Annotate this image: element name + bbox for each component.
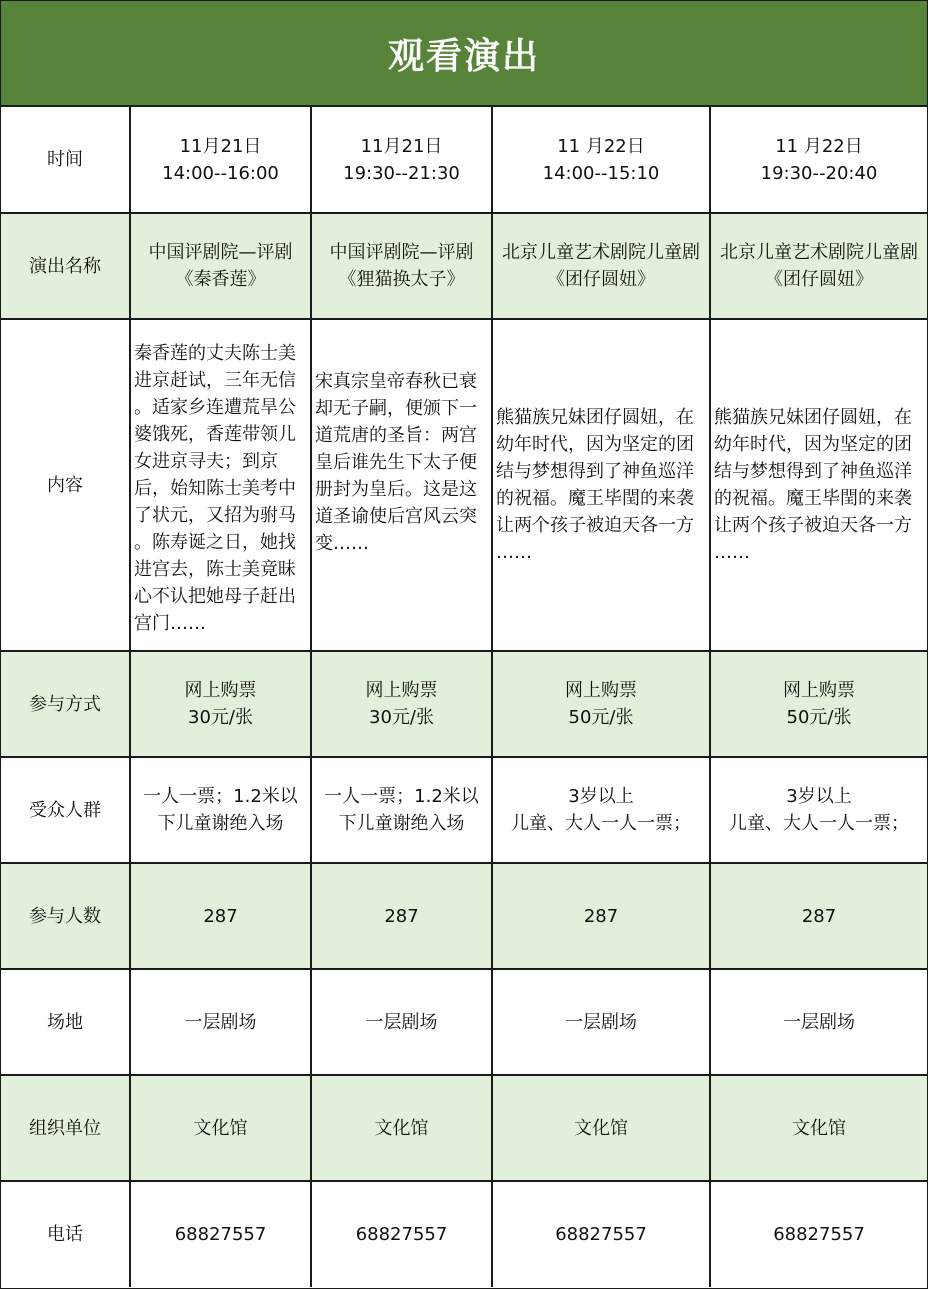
phone-cell: 68827557 — [710, 1181, 927, 1287]
row-time — [1, 107, 927, 213]
venue-cell: 一层剧场 — [130, 969, 311, 1075]
time-cell: 11 月22日 19:30--20:40 — [710, 107, 927, 213]
row-label-content: 内容 — [1, 319, 130, 651]
participants-cell: 287 — [311, 863, 492, 969]
phone-cell: 68827557 — [492, 1181, 710, 1287]
show-name-cell: 中国评剧院—评剧 《秦香莲》 — [130, 213, 311, 319]
row-phone — [1, 1181, 927, 1287]
method-cell: 网上购票 50元/张 — [710, 651, 927, 757]
time-cell: 11 月22日 14:00--15:10 — [492, 107, 710, 213]
audience-cell: 3岁以上 儿童、大人一人一票； — [710, 757, 927, 863]
show-name-cell: 北京儿童艺术剧院儿童剧 《团仔圆妞》 — [710, 213, 927, 319]
venue-cell: 一层剧场 — [492, 969, 710, 1075]
row-method — [1, 651, 927, 757]
row-label-audience: 受众人群 — [1, 757, 130, 863]
row-label-venue: 场地 — [1, 969, 130, 1075]
venue-cell: 一层剧场 — [311, 969, 492, 1075]
organizer-cell: 文化馆 — [311, 1075, 492, 1181]
row-label-method: 参与方式 — [1, 651, 130, 757]
row-label-show-name: 演出名称 — [1, 213, 130, 319]
row-show-name — [1, 213, 927, 319]
row-participants — [1, 863, 927, 969]
time-cell: 11月21日 14:00--16:00 — [130, 107, 311, 213]
row-label-time: 时间 — [1, 107, 130, 213]
row-label-organizer: 组织单位 — [1, 1075, 130, 1181]
participants-cell: 287 — [130, 863, 311, 969]
page-title: 观看演出 — [387, 35, 540, 77]
participants-cell: 287 — [492, 863, 710, 969]
method-cell: 网上购票 30元/张 — [311, 651, 492, 757]
time-cell: 11月21日 19:30--21:30 — [311, 107, 492, 213]
audience-cell: 3岁以上 儿童、大人一人一票； — [492, 757, 710, 863]
venue-cell: 一层剧场 — [710, 969, 927, 1075]
row-audience — [1, 757, 927, 863]
content-cell: 宋真宗皇帝春秋已衰 却无子嗣，便颁下一 道荒唐的圣旨：两宫 皇后谁先生下太子便 册封为皇后。这是这 道圣谕使后宫风云突 变…… — [311, 319, 492, 651]
row-label-phone: 电话 — [1, 1181, 130, 1287]
row-label-participants: 参与人数 — [1, 863, 130, 969]
content-cell: 熊猫族兄妹团仔圆妞，在 幼年时代，因为坚定的团 结与梦想得到了神鱼巡洋 的祝福。魔王毕閏的来袭 让两个孩子被迫天各一方 …… — [492, 319, 710, 651]
phone-cell: 68827557 — [130, 1181, 311, 1287]
audience-cell: 一人一票；1.2米以 下儿童谢绝入场 — [311, 757, 492, 863]
organizer-cell: 文化馆 — [710, 1075, 927, 1181]
show-name-cell: 北京儿童艺术剧院儿童剧 《团仔圆妞》 — [492, 213, 710, 319]
phone-cell: 68827557 — [311, 1181, 492, 1287]
audience-cell: 一人一票；1.2米以 下儿童谢绝入场 — [130, 757, 311, 863]
organizer-cell: 文化馆 — [492, 1075, 710, 1181]
row-venue — [1, 969, 927, 1075]
content-cell: 熊猫族兄妹团仔圆妞，在 幼年时代，因为坚定的团 结与梦想得到了神鱼巡洋 的祝福。魔王毕閏的来袭 让两个孩子被迫天各一方 …… — [710, 319, 927, 651]
schedule-table — [1, 107, 927, 1287]
title-bar — [1, 1, 927, 107]
row-organizer — [1, 1075, 927, 1181]
organizer-cell: 文化馆 — [130, 1075, 311, 1181]
row-content — [1, 319, 927, 651]
method-cell: 网上购票 30元/张 — [130, 651, 311, 757]
show-name-cell: 中国评剧院—评剧 《狸猫换太子》 — [311, 213, 492, 319]
method-cell: 网上购票 50元/张 — [492, 651, 710, 757]
participants-cell: 287 — [710, 863, 927, 969]
content-cell: 秦香莲的丈夫陈士美 进京赶试，三年无信 。适家乡连遭荒旱公 婆饿死，香莲带领儿 女进京寻夫；到京 后，始知陈士美考中 了状元，又招为驸马 。陈寿诞之日，她找 进宫去，陈士美竟昧 心不认把她母子赶出 宫门…… — [130, 319, 311, 651]
